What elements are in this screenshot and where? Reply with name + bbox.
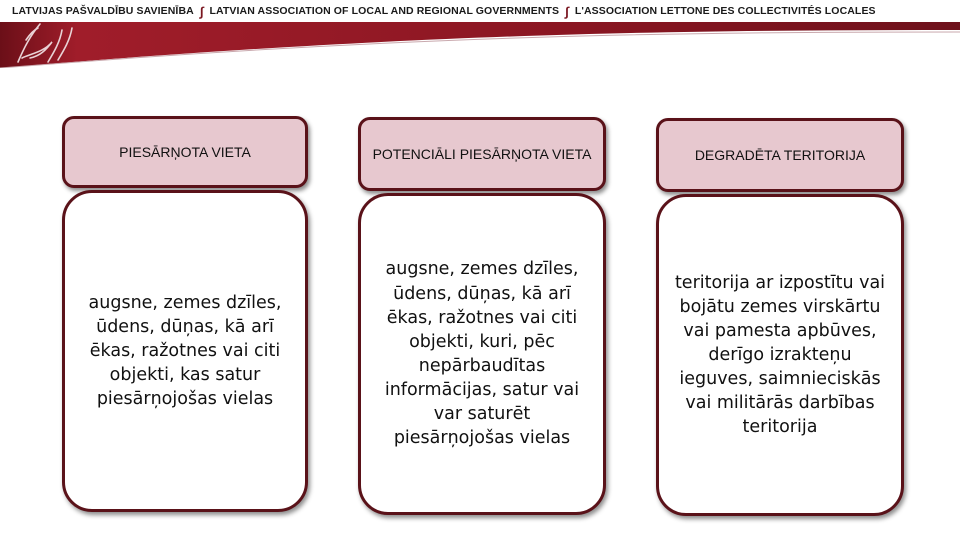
definition-potentially-contaminated-site <box>358 193 606 515</box>
definition-degraded-territory <box>656 194 904 516</box>
heading-degraded-territory <box>656 118 904 192</box>
heading-label: DEGRADĒTA TERITORIJA <box>694 146 866 163</box>
org-name-bar <box>0 0 960 22</box>
definition-text: augsne, zemes dzīles, ūdens, dūņas, kā arī ēkas, ražotnes vai citi objekti, kuri, pēc nepārbaudītas informācijas, satur vai var saturēt piesārņojošas vielas <box>384 259 580 449</box>
heading-contaminated-site <box>62 116 308 188</box>
separator-slash-icon: ∫ <box>199 3 204 19</box>
heading-potentially-contaminated-site <box>358 117 606 191</box>
separator-slash-icon: ∫ <box>565 3 569 19</box>
org-name-french: L'ASSOCIATION LETTONE DES COLLECTIVITÉS LOCALES <box>574 5 876 17</box>
definition-contaminated-site <box>62 190 308 512</box>
definition-text: teritorija ar izpostītu vai bojātu zemes virskārtu vai pamesta apbūves, derīgo izrakteņu ieguves, saimnieciskās vai militārās darbības teritorija <box>674 272 886 438</box>
header-banner <box>0 22 960 68</box>
org-name-latvian: LATVIJAS PAŠVALDĪBU SAVIENĪBA <box>12 5 194 17</box>
definition-text: augsne, zemes dzīles, ūdens, dūņas, kā arī ēkas, ražotnes vai citi objekti, kas satur piesārņojošas vielas <box>88 292 282 410</box>
heading-label: POTENCIĀLI PIESĀRŅOTA VIETA <box>372 145 592 162</box>
org-name-english: LATVIAN ASSOCIATION OF LOCAL AND REGIONAL GOVERNMENTS <box>209 5 560 17</box>
heading-label: PIESĀRŅOTA VIETA <box>119 143 251 160</box>
